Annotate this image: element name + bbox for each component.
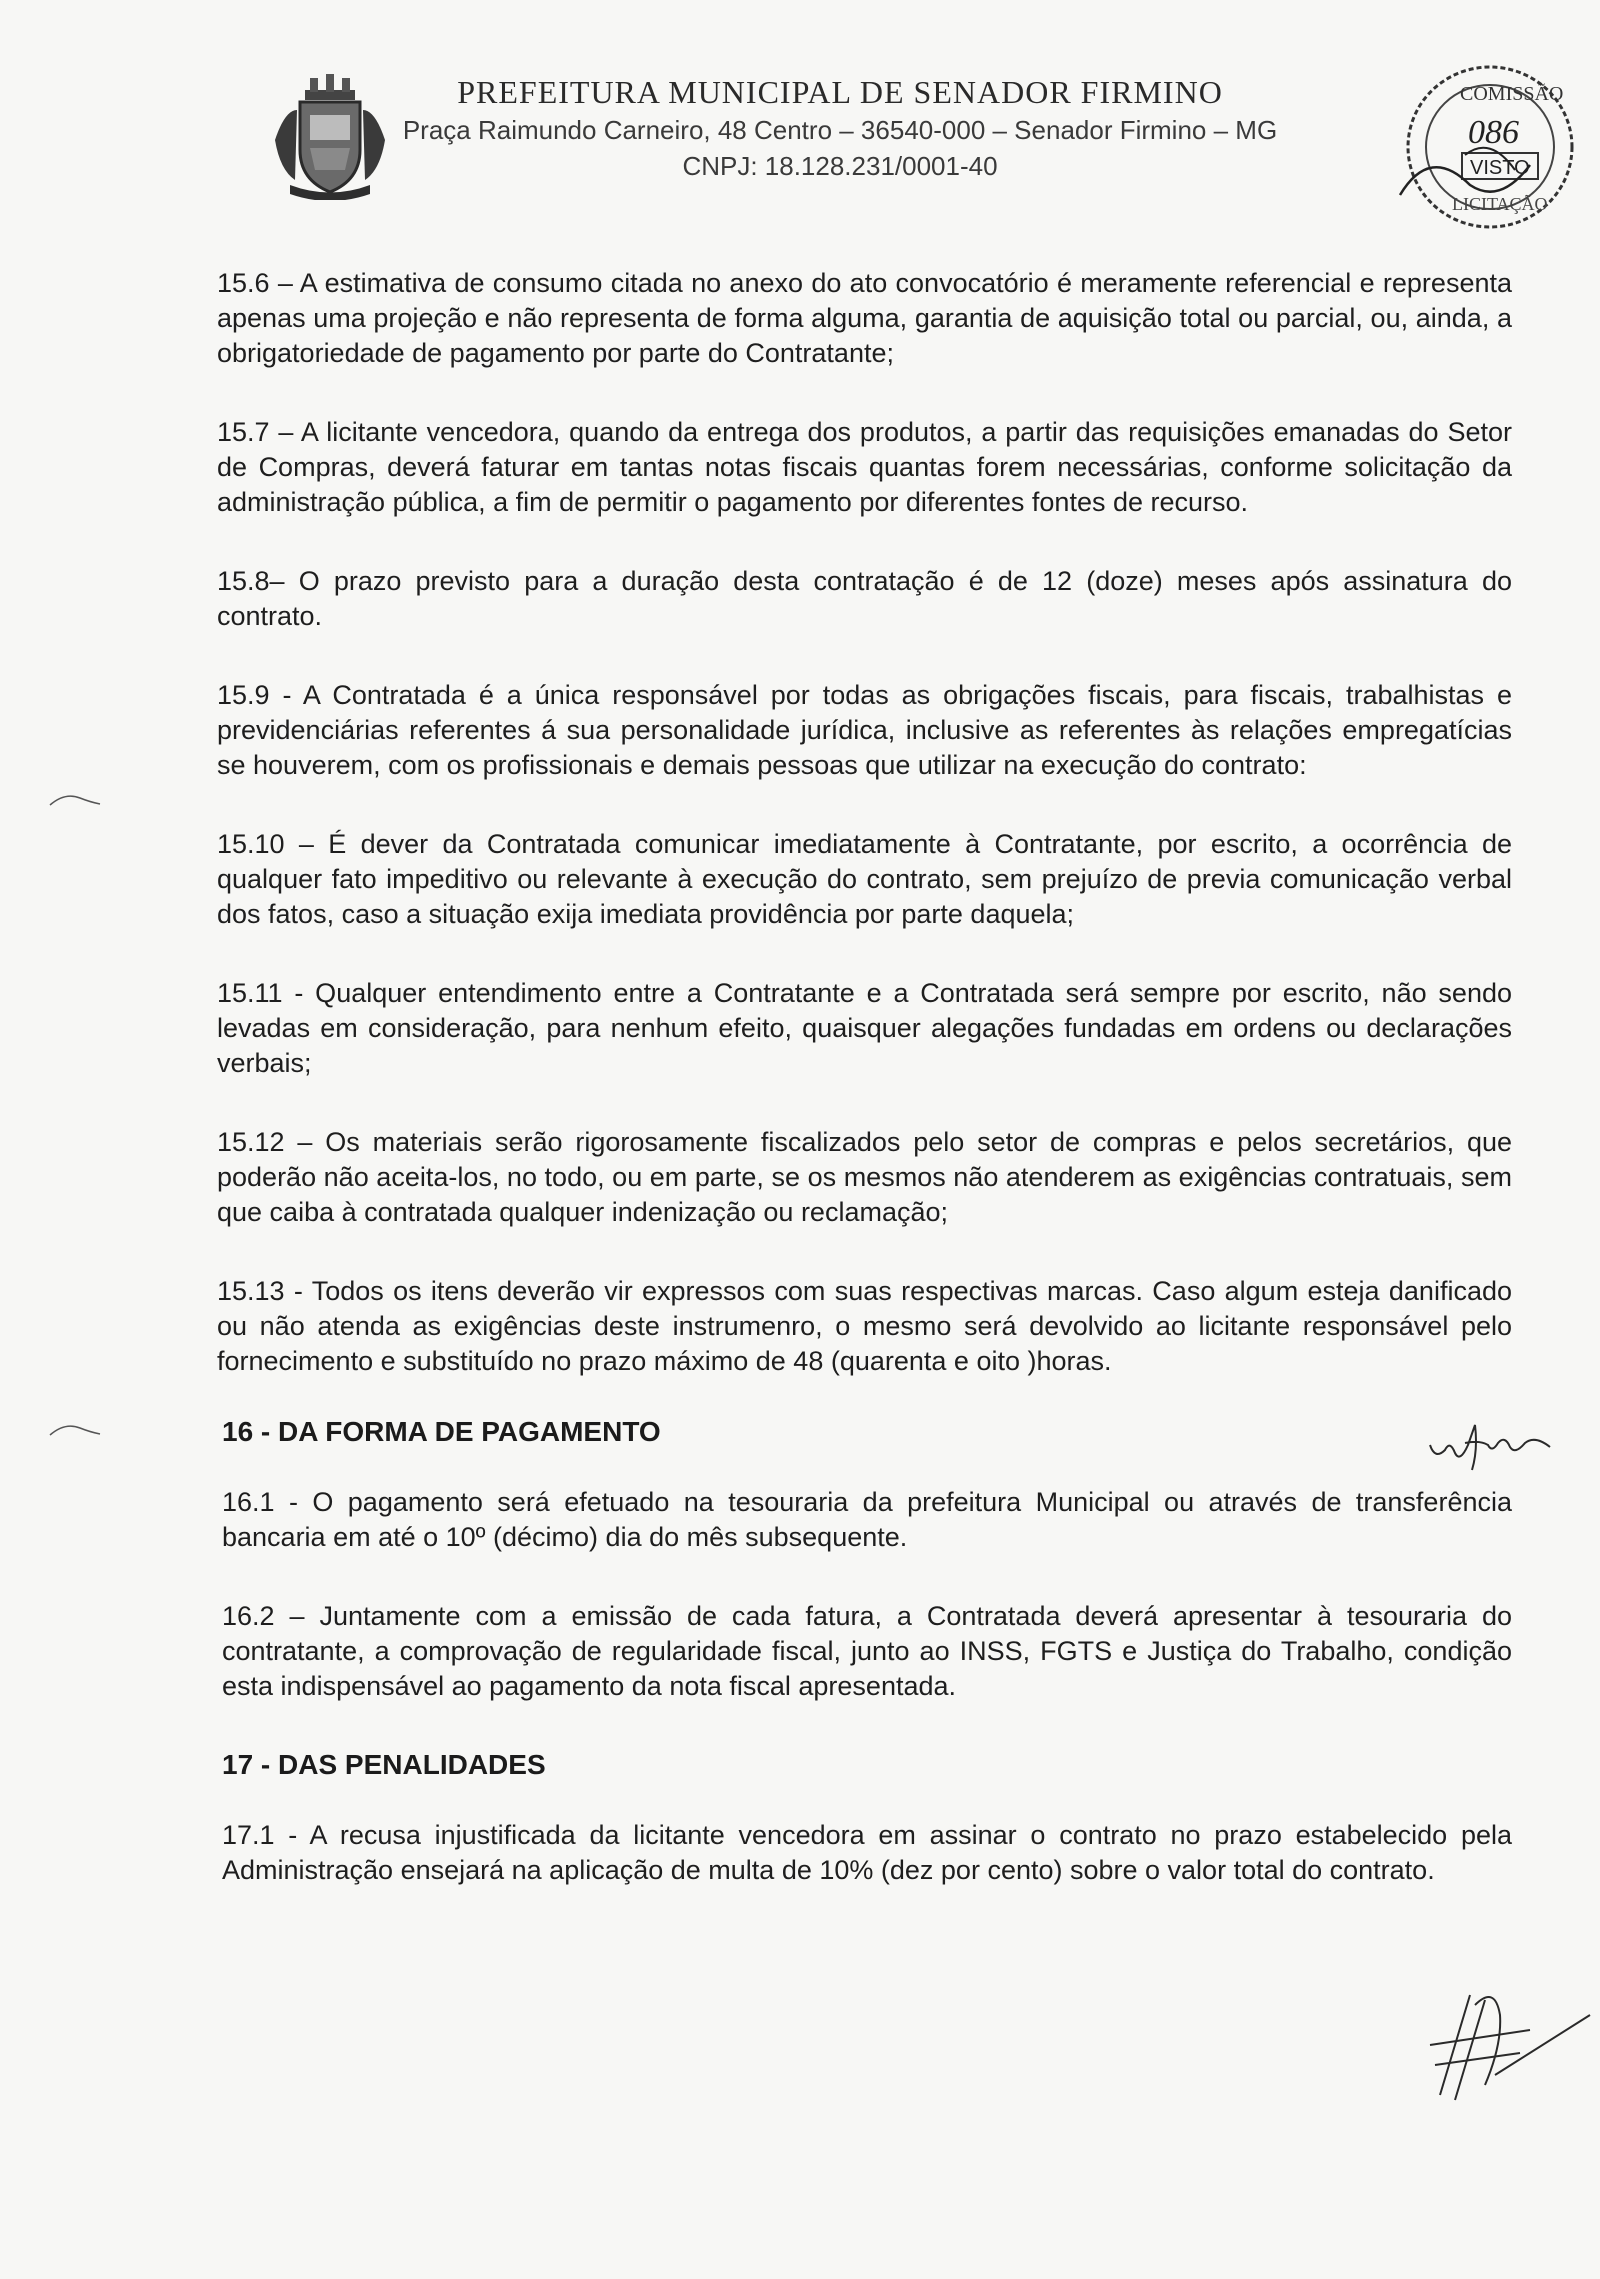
section-16-heading: 16 - DA FORMA DE PAGAMENTO xyxy=(222,1416,661,1447)
clause-15-10: 15.10 – É dever da Contratada comunicar imediatamente à Contratante, por escrito, a ocorrência de qualquer fato impeditivo ou relevante à execução do contrato, sem prejuízo de previa comunicação verbal dos fatos, caso a situação exija imediata providência por parte daquela; xyxy=(217,829,1512,929)
letterhead xyxy=(260,72,1420,184)
margin-mark xyxy=(45,1420,105,1440)
clause-15-11: 15.11 - Qualquer entendimento entre a Contratante e a Contratada será sempre por escrito, não sendo levadas em consideração, para nenhum efeito, quaisquer alegações fundadas em ordens ou declarações verbais; xyxy=(217,978,1512,1078)
clause-15-7: 15.7 – A licitante vencedora, quando da entrega dos produtos, a partir das requisições emanadas do Setor de Compras, deverá faturar em tantas notas fiscais quantas forem necessárias, conforme solicitação da administração pública, a fim de permitir o pagamento por diferentes fontes de recurso. xyxy=(217,417,1512,517)
clause-15-6: 15.6 – A estimativa de consumo citada no anexo do ato convocatório é meramente referencial e representa apenas uma projeção e não representa de forma alguma, garantia de aquisição total ou parcial, ou, ainda, a obrigatoriedade de pagamento por parte do Contratante; xyxy=(217,268,1512,368)
margin-mark xyxy=(45,790,105,810)
stamp-label: VISTO xyxy=(1470,157,1530,179)
section-17-heading: 17 - DAS PENALIDADES xyxy=(222,1749,546,1780)
clause-15-13: 15.13 - Todos os itens deverão vir expressos com suas respectivas marcas. Caso algum esteja danificado ou não atenda as exigências deste instrumenro, o mesmo será devolvido ao licitante responsável pelo fornecimento e substituído no prazo máximo de 48 (quarenta e oito )horas. xyxy=(217,1276,1512,1376)
handwritten-initials xyxy=(1420,1415,1560,1475)
signature xyxy=(1400,1975,1600,2115)
stamp-top-text: COMISSÃO xyxy=(1460,83,1564,105)
header-title: PREFEITURA MUNICIPAL DE SENADOR FIRMINO xyxy=(457,74,1223,110)
header-cnpj: CNPJ: 18.128.231/0001-40 xyxy=(682,151,998,181)
clause-15-8: 15.8– O prazo previsto para a duração desta contratação é de 12 (doze) meses após assinatura do contrato. xyxy=(217,566,1512,631)
document-body xyxy=(217,266,1512,1932)
clause-15-12: 15.12 – Os materiais serão rigorosamente fiscalizados pelo setor de compras e pelos secretários, que poderão não aceita-los, no todo, ou em parte, se os mesmos não atenderem as exigências contratuais, sem que caiba à contratada qualquer indenização ou reclamação; xyxy=(217,1127,1512,1227)
clause-15-9: 15.9 - A Contratada é a única responsável por todas as obrigações fiscais, para fiscais, trabalhistas e previdenciárias referentes á sua personalidade jurídica, inclusive as referentes às relações empregatícias se houverem, com os profissionais e demais pessoas que utilizar na execução do contrato: xyxy=(217,680,1512,780)
header-address: Praça Raimundo Carneiro, 48 Centro – 36540-000 – Senador Firmino – MG xyxy=(402,115,1278,145)
commission-stamp xyxy=(1390,55,1580,235)
clause-17-1: 17.1 - A recusa injustificada da licitante vencedora em assinar o contrato no prazo estabelecido pela Administração ensejará na aplicação de multa de 10% (dez por cento) sobre o valor total do contrato. xyxy=(222,1820,1512,1885)
clause-16-1: 16.1 - O pagamento será efetuado na tesouraria da prefeitura Municipal ou através de transferência bancaria em até o 10º (décimo) dia do mês subsequente. xyxy=(222,1487,1512,1552)
stamp-bottom-text: LICITAÇÃO xyxy=(1452,194,1548,214)
stamp-number: 086 xyxy=(1468,114,1519,151)
clause-16-2: 16.2 – Juntamente com a emissão de cada fatura, a Contratada deverá apresentar à tesouraria do contratante, a comprovação de regularidade fiscal, junto ao INSS, FGTS e Justiça do Trabalho, condição esta indispensável ao pagamento da nota fiscal apresentada. xyxy=(222,1601,1512,1701)
